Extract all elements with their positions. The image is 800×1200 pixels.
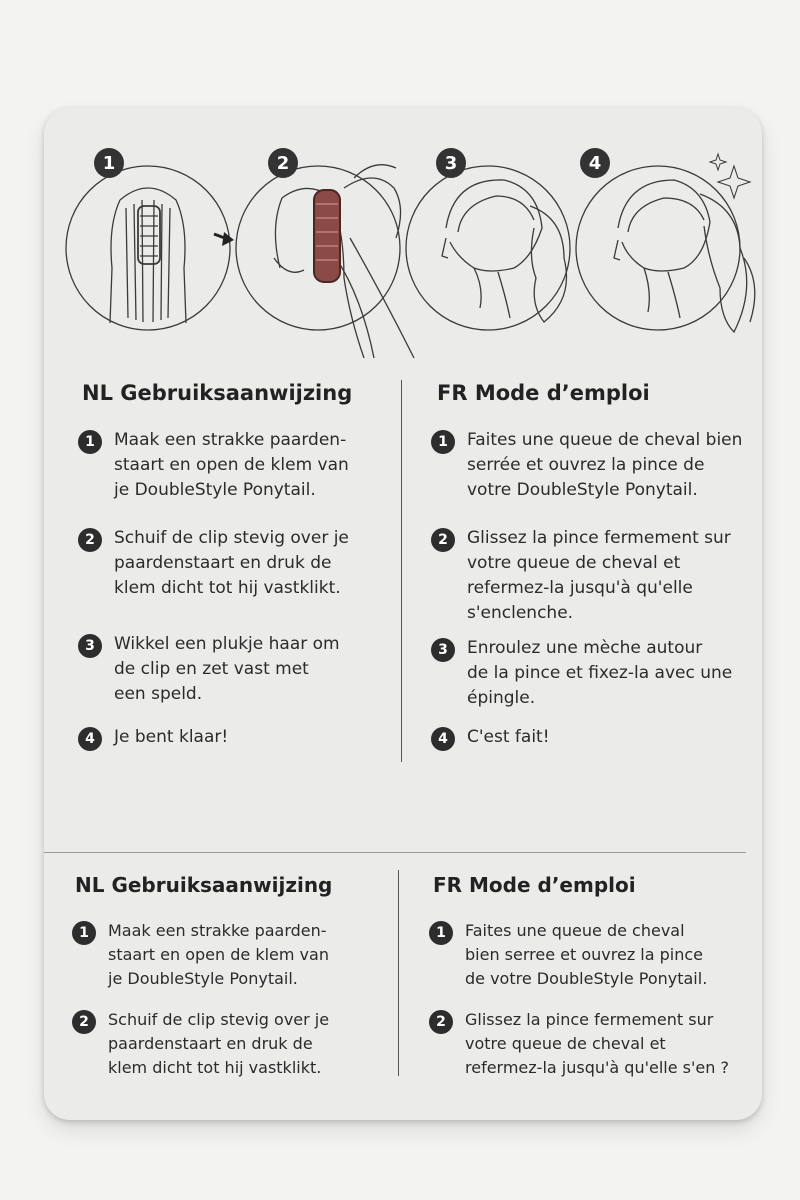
upper-column-divider — [401, 380, 402, 762]
illustration-step-3-number: 3 — [444, 152, 458, 174]
upper-nl-step-2 — [78, 526, 349, 601]
upper-nl-step-3 — [78, 632, 340, 707]
lower-fr-step-2 — [429, 1008, 729, 1080]
upper-nl-step-3-number: 3 — [78, 634, 102, 658]
lower-fr-step-1-text: Faites une queue de cheval bien serree et ouvrez la pince de votre DoubleStyle Ponytail. — [465, 921, 708, 988]
upper-fr-step-2-text: Glissez la pince fermement sur votre queue de cheval et refermez-la jusqu'à qu'elle s'enclenche. — [467, 528, 731, 623]
upper-nl-step-1-number: 1 — [78, 430, 102, 454]
lower-nl-step-1-text: Maak een strakke paarden- staart en open de klem van je DoubleStyle Ponytail. — [108, 921, 329, 988]
panel-3-circle — [406, 166, 570, 330]
upper-fr-step-3-text: Enroulez une mèche autour de la pince et fixez-la avec une épingle. — [467, 638, 733, 708]
illustration-step-4-badge — [580, 148, 610, 178]
lower-nl-step-1-number: 1 — [72, 921, 96, 945]
illustration-step-1-number: 1 — [102, 152, 116, 174]
upper-fr-step-1-text: Faites une queue de cheval bien serrée et ouvrez la pince de votre DoubleStyle Ponytail. — [467, 430, 743, 500]
lower-fr-step-2-text: Glissez la pince fermement sur votre queue de cheval et refermez-la jusqu'à qu'elle s'en ? — [465, 1010, 729, 1077]
upper-fr-step-3 — [431, 636, 732, 711]
lower-nl-step-2-text: Schuif de clip stevig over je paardenstaart en druk de klem dicht tot hij vastklikt. — [108, 1010, 330, 1077]
panel-1-circle — [66, 166, 230, 330]
upper-fr-step-1 — [431, 428, 742, 503]
lower-fr-step-1 — [429, 919, 707, 991]
lower-fr-heading: FR Mode d’emploi — [433, 873, 636, 897]
upper-nl-heading: NL Gebruiksaanwijzing — [82, 381, 353, 405]
illustration-step-1-badge — [94, 148, 124, 178]
upper-nl-step-4-number: 4 — [78, 727, 102, 751]
fold-line — [44, 852, 746, 853]
lower-nl-heading: NL Gebruiksaanwijzing — [75, 873, 333, 897]
lower-fr-step-1-number: 1 — [429, 921, 453, 945]
upper-fr-heading: FR Mode d’emploi — [437, 381, 650, 405]
upper-fr-step-4-text: C'est fait! — [467, 727, 550, 747]
illustration-step-4-number: 4 — [588, 152, 602, 174]
upper-nl-step-4-text: Je bent klaar! — [114, 727, 229, 747]
lower-nl-step-2 — [72, 1008, 329, 1080]
upper-fr-step-1-number: 1 — [431, 430, 455, 454]
upper-nl-step-4 — [78, 725, 228, 751]
upper-fr-step-3-number: 3 — [431, 638, 455, 662]
upper-fr-step-2 — [431, 526, 731, 626]
lower-column-divider — [398, 870, 399, 1076]
instruction-card — [44, 108, 762, 1120]
upper-fr-step-4-number: 4 — [431, 727, 455, 751]
upper-fr-step-4 — [431, 725, 550, 751]
hairstyle-steps-illustration — [44, 108, 762, 378]
upper-nl-step-1 — [78, 428, 349, 503]
lower-nl-step-1 — [72, 919, 329, 991]
lower-nl-step-2-number: 2 — [72, 1010, 96, 1034]
illustration-step-3-badge — [436, 148, 466, 178]
panel-4-circle — [576, 166, 740, 330]
lower-fr-step-2-number: 2 — [429, 1010, 453, 1034]
upper-fr-step-2-number: 2 — [431, 528, 455, 552]
illustration-step-2-number: 2 — [276, 152, 290, 174]
illustration-step-2-badge — [268, 148, 298, 178]
upper-nl-step-1-text: Maak een strakke paarden- staart en open de klem van je DoubleStyle Ponytail. — [114, 430, 349, 500]
upper-nl-step-2-text: Schuif de clip stevig over je paardenstaart en druk de klem dicht tot hij vastklikt. — [114, 528, 349, 598]
upper-nl-step-2-number: 2 — [78, 528, 102, 552]
upper-nl-step-3-text: Wikkel een plukje haar om de clip en zet vast met een speld. — [114, 634, 340, 704]
